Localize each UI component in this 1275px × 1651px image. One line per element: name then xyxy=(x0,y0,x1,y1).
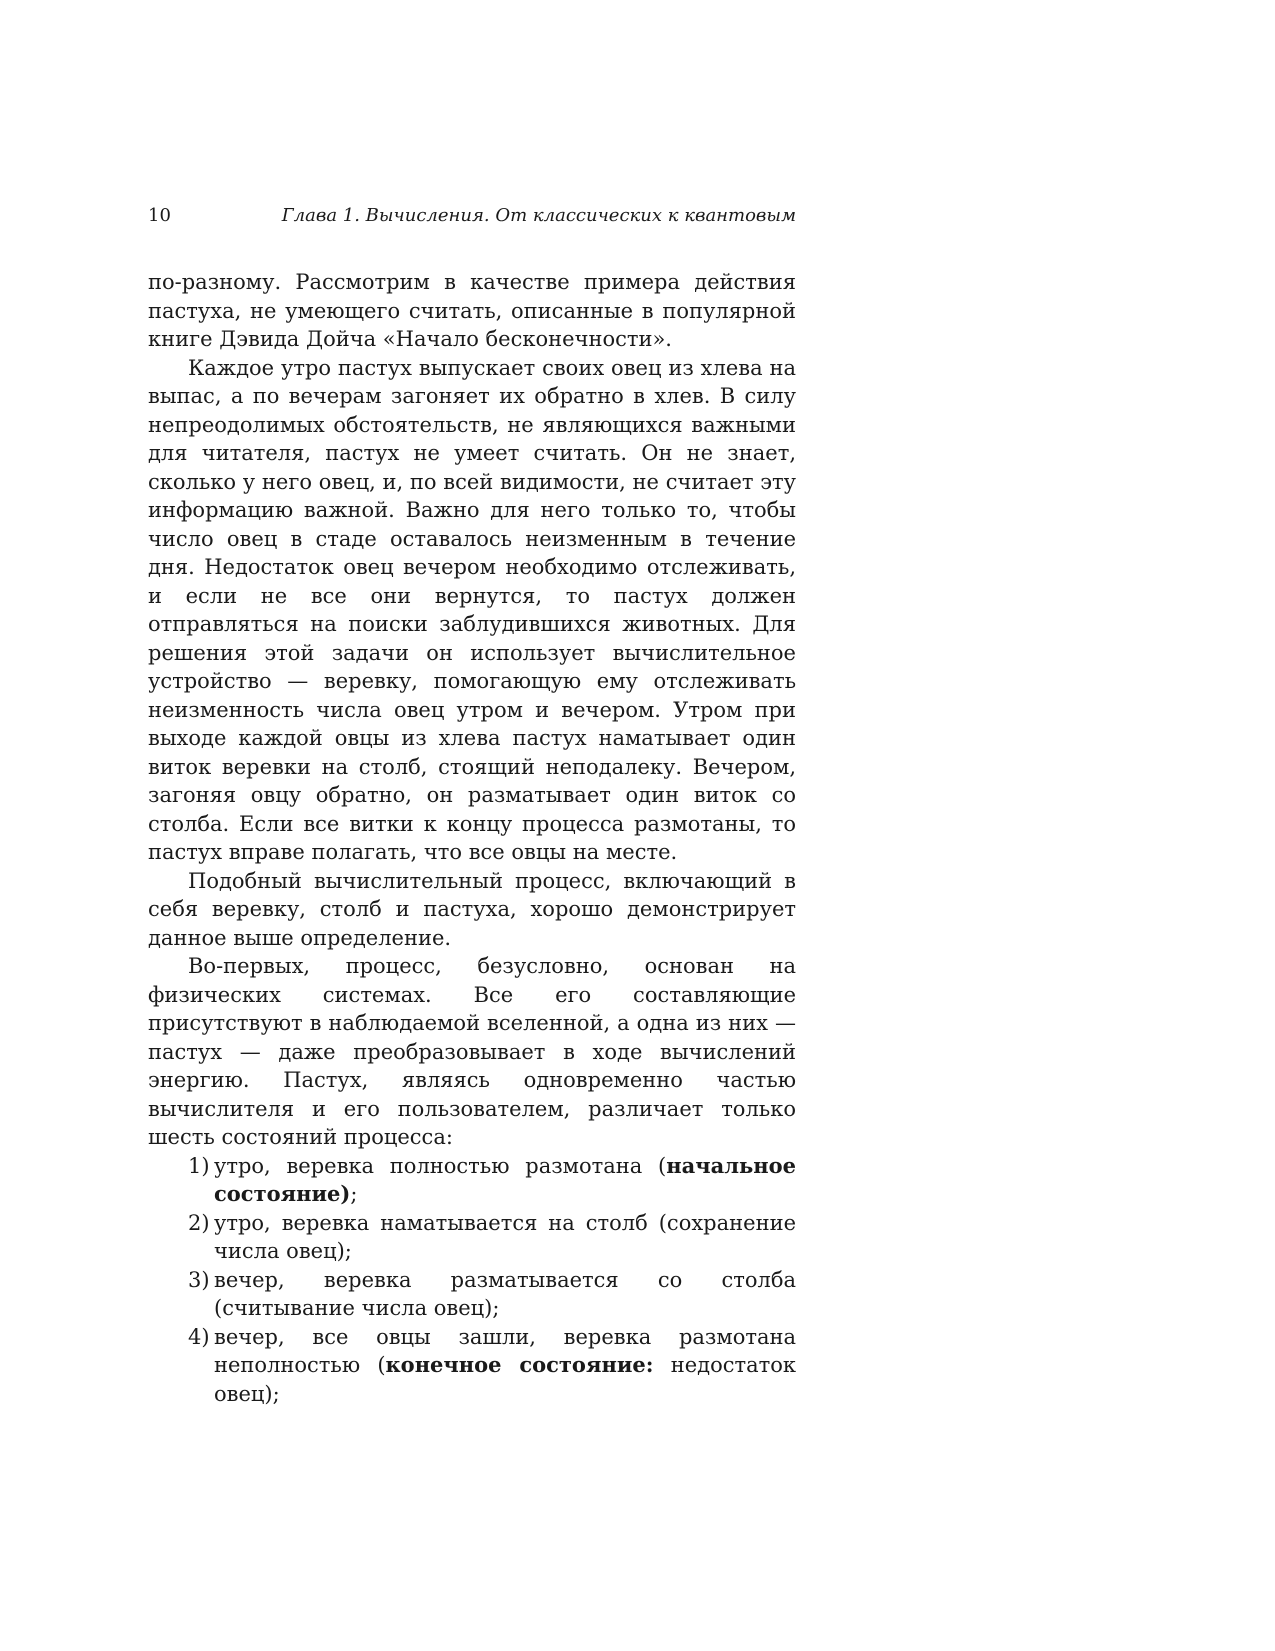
list-item-number: 2) xyxy=(188,1210,210,1235)
running-head: Глава 1. Вычисления. От классических к квантовым xyxy=(281,205,796,226)
list-item-text: вечер, все овцы зашли, веревка размотана неполностью ( xyxy=(214,1324,796,1377)
list-item-term: конечное состояние: xyxy=(385,1352,654,1377)
states-list xyxy=(148,1152,796,1409)
body-text xyxy=(148,268,796,1408)
list-item-text-end: недостаток овец); xyxy=(214,1353,796,1406)
paragraph-shepherd: Каждое утро пастух выпускает своих овец из хлева на выпас, а по вечерам загоняет их обратно в хлев. В силу непреодолимых обстоятельств, не являющихся важными для читателя, пастух не умеет считать. Он не знает, сколько у него овец, и, по всей видимости, не считает эту информацию важной. Важно для него только то, чтобы число овец в стаде оставалось неизменным в течение дня. Недостаток овец вечером необходимо отслеживать, и если не все они вернутся, то пастух должен отправляться на поиски заблудившихся животных. Для решения этой задачи он использует вычислительное устройство — веревку, помогающую ему отслеживать неизменность числа овец утром и вечером. Утром при выходе каждой овцы из хлева пастух наматывает один виток веревки на столб, стоящий неподалеку. Вечером, загоняя овцу обратно, он разматывает один виток со столба. Если все витки к концу процесса размотаны, то пастух вправе полагать, что все овцы на месте. xyxy=(148,355,796,864)
page-header xyxy=(148,205,796,235)
list-item-number: 4) xyxy=(188,1324,210,1349)
list-item-text: вечер, веревка разматывается со столба (считывание числа овец); xyxy=(214,1267,796,1320)
list-item-text-end: ; xyxy=(350,1182,358,1206)
list-item xyxy=(148,1323,796,1409)
list-item xyxy=(148,1209,796,1266)
list-item xyxy=(148,1266,796,1323)
list-item-text: утро, веревка наматывается на столб (сохранение числа овец); xyxy=(214,1210,796,1263)
list-item xyxy=(148,1152,796,1209)
paragraph-continuation: по-разному. Рассмотрим в качестве примера действия пастуха, не умеющего считать, описанные в популярной книге Дэвида Дойча «Начало бесконечности». xyxy=(148,270,796,351)
list-item-text: утро, веревка полностью размотана ( xyxy=(214,1153,667,1178)
list-item-number: 3) xyxy=(188,1267,210,1292)
page-number: 10 xyxy=(148,205,171,226)
book-page xyxy=(148,0,796,1651)
list-item-term: начальное состояние) xyxy=(214,1152,796,1206)
paragraph-process: Подобный вычислительный процесс, включающий в себя веревку, столб и пастуха, хорошо демонстрирует данное выше определение. xyxy=(148,868,796,950)
list-item-number: 1) xyxy=(188,1153,210,1178)
paragraph-first: Во-первых, процесс, безусловно, основан на физических системах. Все его составляющие присутствуют в наблюдаемой вселенной, а одна из них — пастух — даже преобразовывает в ходе вычислений энергию. Пастух, являясь одновременно частью вычислителя и его пользователем, различает только шесть состояний процесса: xyxy=(148,954,796,1149)
